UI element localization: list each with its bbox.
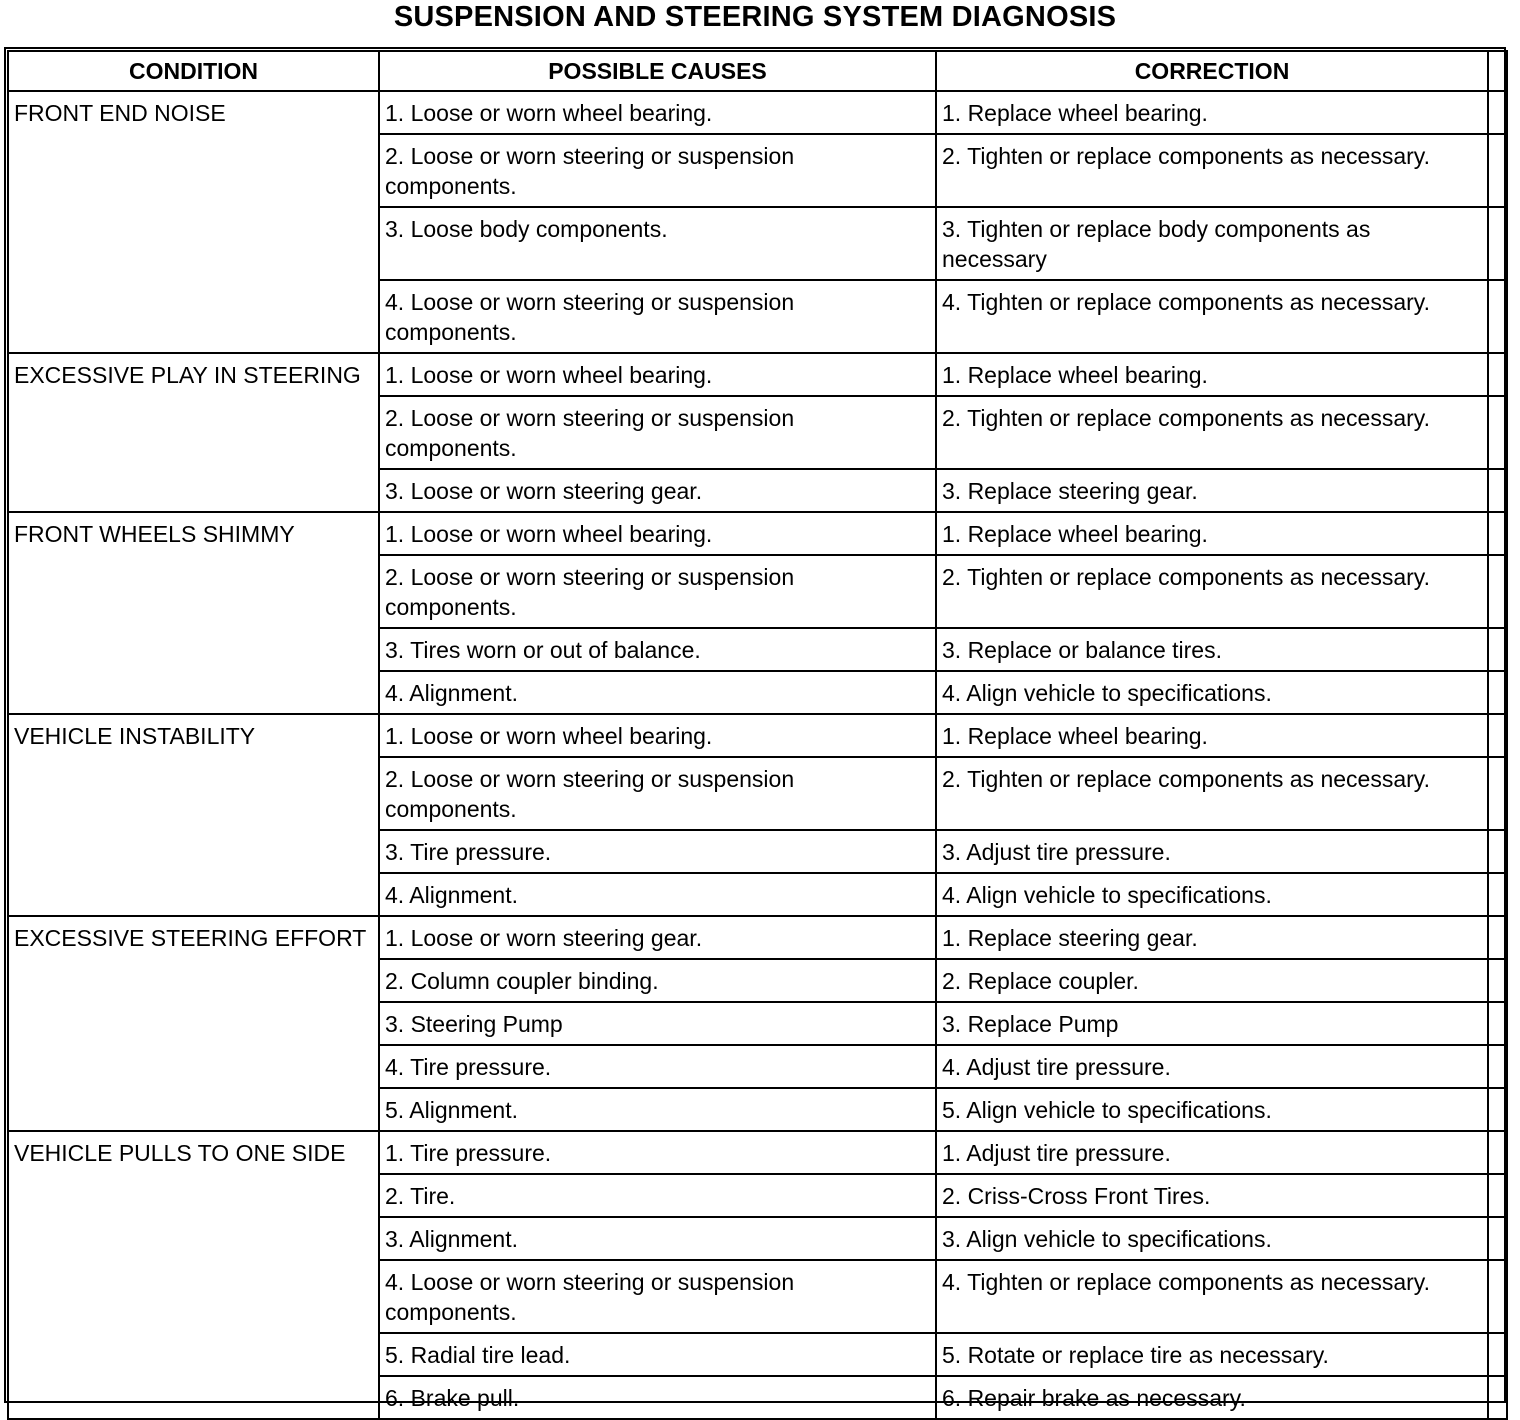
cause-cell bbox=[379, 873, 936, 916]
cause-cell bbox=[379, 280, 936, 353]
correction-text: 3. Replace Pump bbox=[942, 1011, 1119, 1037]
cause-text: 3. Loose or worn steering gear. bbox=[385, 478, 703, 504]
blank-cell bbox=[1488, 757, 1507, 830]
table-row bbox=[8, 512, 1507, 555]
condition-cell bbox=[8, 91, 379, 353]
cause-cell bbox=[379, 555, 936, 628]
blank-cell bbox=[1488, 555, 1507, 628]
correction-cell bbox=[936, 1333, 1488, 1376]
correction-text: 1. Replace wheel bearing. bbox=[942, 362, 1208, 388]
cause-text: 2. Loose or worn steering or suspension components. bbox=[385, 766, 795, 822]
cause-cell bbox=[379, 1045, 936, 1088]
cause-cell bbox=[379, 959, 936, 1002]
blank-cell bbox=[1488, 134, 1507, 207]
cause-text: 4. Alignment. bbox=[385, 882, 518, 908]
blank-cell bbox=[1488, 628, 1507, 671]
correction-text: 3. Align vehicle to specifications. bbox=[942, 1226, 1272, 1252]
correction-text: 4. Align vehicle to specifications. bbox=[942, 680, 1272, 706]
correction-header: CORRECTION bbox=[936, 51, 1488, 91]
condition-cell bbox=[8, 512, 379, 714]
diagnosis-table bbox=[7, 50, 1508, 1420]
cause-text: 5. Radial tire lead. bbox=[385, 1342, 571, 1368]
cause-text: 3. Tire pressure. bbox=[385, 839, 552, 865]
cause-text: 1. Loose or worn wheel bearing. bbox=[385, 362, 713, 388]
cause-cell bbox=[379, 396, 936, 469]
blank-header bbox=[1488, 51, 1507, 91]
condition-header: CONDITION bbox=[8, 51, 379, 91]
cause-cell bbox=[379, 1174, 936, 1217]
cause-text: 2. Tire. bbox=[385, 1183, 456, 1209]
correction-cell bbox=[936, 353, 1488, 396]
blank-cell bbox=[1488, 1131, 1507, 1174]
correction-cell bbox=[936, 916, 1488, 959]
cause-cell bbox=[379, 1002, 936, 1045]
correction-cell bbox=[936, 1045, 1488, 1088]
correction-cell bbox=[936, 512, 1488, 555]
cause-cell bbox=[379, 628, 936, 671]
correction-cell bbox=[936, 280, 1488, 353]
cause-text: 1. Tire pressure. bbox=[385, 1140, 552, 1166]
cause-text: 3. Loose body components. bbox=[385, 216, 668, 242]
blank-cell bbox=[1488, 512, 1507, 555]
header-row bbox=[8, 51, 1507, 91]
cause-cell bbox=[379, 207, 936, 280]
correction-cell bbox=[936, 959, 1488, 1002]
correction-text: 1. Replace wheel bearing. bbox=[942, 100, 1208, 126]
blank-cell bbox=[1488, 1333, 1507, 1376]
blank-cell bbox=[1488, 469, 1507, 512]
correction-text: 3. Adjust tire pressure. bbox=[942, 839, 1171, 865]
condition-cell bbox=[8, 353, 379, 512]
cause-cell bbox=[379, 1260, 936, 1333]
cause-text: 2. Loose or worn steering or suspension components. bbox=[385, 564, 795, 620]
cause-text: 4. Loose or worn steering or suspension components. bbox=[385, 1269, 795, 1325]
blank-cell bbox=[1488, 280, 1507, 353]
cause-text: 3. Tires worn or out of balance. bbox=[385, 637, 701, 663]
causes-header: POSSIBLE CAUSES bbox=[379, 51, 936, 91]
correction-text: 6. Repair brake as necessary. bbox=[942, 1385, 1246, 1411]
correction-cell bbox=[936, 714, 1488, 757]
blank-cell bbox=[1488, 714, 1507, 757]
correction-cell bbox=[936, 873, 1488, 916]
blank-cell bbox=[1488, 1260, 1507, 1333]
cause-cell bbox=[379, 469, 936, 512]
cause-cell bbox=[379, 91, 936, 134]
correction-text: 1. Replace wheel bearing. bbox=[942, 521, 1208, 547]
correction-cell bbox=[936, 1088, 1488, 1131]
table-body bbox=[8, 91, 1507, 1419]
table-row bbox=[8, 916, 1507, 959]
cause-text: 1. Loose or worn wheel bearing. bbox=[385, 521, 713, 547]
correction-cell bbox=[936, 396, 1488, 469]
correction-cell bbox=[936, 628, 1488, 671]
cause-text: 5. Alignment. bbox=[385, 1097, 518, 1123]
correction-cell bbox=[936, 91, 1488, 134]
correction-text: 4. Adjust tire pressure. bbox=[942, 1054, 1171, 1080]
correction-cell bbox=[936, 134, 1488, 207]
blank-cell bbox=[1488, 671, 1507, 714]
correction-text: 5. Align vehicle to specifications. bbox=[942, 1097, 1272, 1123]
cause-text: 4. Tire pressure. bbox=[385, 1054, 552, 1080]
correction-cell bbox=[936, 671, 1488, 714]
cause-cell bbox=[379, 757, 936, 830]
condition-cell bbox=[8, 714, 379, 916]
cause-cell bbox=[379, 671, 936, 714]
correction-cell bbox=[936, 1174, 1488, 1217]
correction-cell bbox=[936, 555, 1488, 628]
correction-cell bbox=[936, 1002, 1488, 1045]
cause-text: 1. Loose or worn wheel bearing. bbox=[385, 100, 713, 126]
cause-cell bbox=[379, 1217, 936, 1260]
correction-text: 1. Adjust tire pressure. bbox=[942, 1140, 1171, 1166]
correction-text: 2. Tighten or replace components as necessary. bbox=[942, 143, 1430, 169]
table-row bbox=[8, 714, 1507, 757]
blank-cell bbox=[1488, 207, 1507, 280]
correction-cell bbox=[936, 830, 1488, 873]
condition-text: EXCESSIVE PLAY IN STEERING bbox=[14, 362, 361, 388]
condition-text: EXCESSIVE STEERING EFFORT bbox=[14, 925, 367, 951]
condition-cell bbox=[8, 1131, 379, 1419]
correction-cell bbox=[936, 1376, 1488, 1419]
correction-text: 3. Tighten or replace body components as necessary bbox=[942, 216, 1371, 272]
blank-cell bbox=[1488, 830, 1507, 873]
blank-cell bbox=[1488, 396, 1507, 469]
correction-text: 2. Tighten or replace components as necessary. bbox=[942, 405, 1430, 431]
correction-text: 4. Tighten or replace components as necessary. bbox=[942, 1269, 1430, 1295]
cause-text: 1. Loose or worn steering gear. bbox=[385, 925, 703, 951]
condition-text: FRONT WHEELS SHIMMY bbox=[14, 521, 295, 547]
blank-cell bbox=[1488, 91, 1507, 134]
cause-text: 2. Loose or worn steering or suspension components. bbox=[385, 143, 795, 199]
correction-cell bbox=[936, 757, 1488, 830]
blank-cell bbox=[1488, 1088, 1507, 1131]
condition-text: VEHICLE INSTABILITY bbox=[14, 723, 256, 749]
cause-cell bbox=[379, 353, 936, 396]
cause-cell bbox=[379, 1333, 936, 1376]
cause-text: 2. Column coupler binding. bbox=[385, 968, 659, 994]
blank-cell bbox=[1488, 873, 1507, 916]
cause-cell bbox=[379, 1088, 936, 1131]
correction-cell bbox=[936, 207, 1488, 280]
correction-text: 3. Replace or balance tires. bbox=[942, 637, 1222, 663]
cause-cell bbox=[379, 830, 936, 873]
cause-text: 3. Alignment. bbox=[385, 1226, 518, 1252]
cause-text: 2. Loose or worn steering or suspension components. bbox=[385, 405, 795, 461]
cause-cell bbox=[379, 916, 936, 959]
correction-text: 1. Replace wheel bearing. bbox=[942, 723, 1208, 749]
cause-cell bbox=[379, 1131, 936, 1174]
correction-text: 4. Align vehicle to specifications. bbox=[942, 882, 1272, 908]
correction-cell bbox=[936, 469, 1488, 512]
correction-text: 1. Replace steering gear. bbox=[942, 925, 1198, 951]
table-row bbox=[8, 91, 1507, 134]
cause-text: 6. Brake pull. bbox=[385, 1385, 520, 1411]
blank-cell bbox=[1488, 959, 1507, 1002]
cause-cell bbox=[379, 714, 936, 757]
correction-text: 4. Tighten or replace components as necessary. bbox=[942, 289, 1430, 315]
cause-cell bbox=[379, 1376, 936, 1419]
correction-text: 2. Replace coupler. bbox=[942, 968, 1139, 994]
condition-text: VEHICLE PULLS TO ONE SIDE bbox=[14, 1140, 346, 1166]
cause-text: 4. Loose or worn steering or suspension components. bbox=[385, 289, 795, 345]
cause-cell bbox=[379, 134, 936, 207]
condition-cell bbox=[8, 916, 379, 1131]
cause-text: 3. Steering Pump bbox=[385, 1011, 563, 1037]
cause-text: 4. Alignment. bbox=[385, 680, 518, 706]
cause-text: 1. Loose or worn wheel bearing. bbox=[385, 723, 713, 749]
blank-cell bbox=[1488, 1045, 1507, 1088]
correction-cell bbox=[936, 1131, 1488, 1174]
blank-cell bbox=[1488, 916, 1507, 959]
condition-text: FRONT END NOISE bbox=[14, 100, 226, 126]
blank-cell bbox=[1488, 1002, 1507, 1045]
blank-cell bbox=[1488, 1217, 1507, 1260]
table-row bbox=[8, 353, 1507, 396]
correction-text: 5. Rotate or replace tire as necessary. bbox=[942, 1342, 1329, 1368]
page-title: SUSPENSION AND STEERING SYSTEM DIAGNOSIS bbox=[393, 1, 1117, 33]
blank-cell bbox=[1488, 1174, 1507, 1217]
correction-cell bbox=[936, 1260, 1488, 1333]
correction-text: 2. Tighten or replace components as necessary. bbox=[942, 564, 1430, 590]
correction-cell bbox=[936, 1217, 1488, 1260]
blank-cell bbox=[1488, 1376, 1507, 1419]
correction-text: 2. Criss-Cross Front Tires. bbox=[942, 1183, 1211, 1209]
correction-text: 3. Replace steering gear. bbox=[942, 478, 1198, 504]
correction-text: 2. Tighten or replace components as necessary. bbox=[942, 766, 1430, 792]
table-row bbox=[8, 1131, 1507, 1174]
blank-cell bbox=[1488, 353, 1507, 396]
cause-cell bbox=[379, 512, 936, 555]
